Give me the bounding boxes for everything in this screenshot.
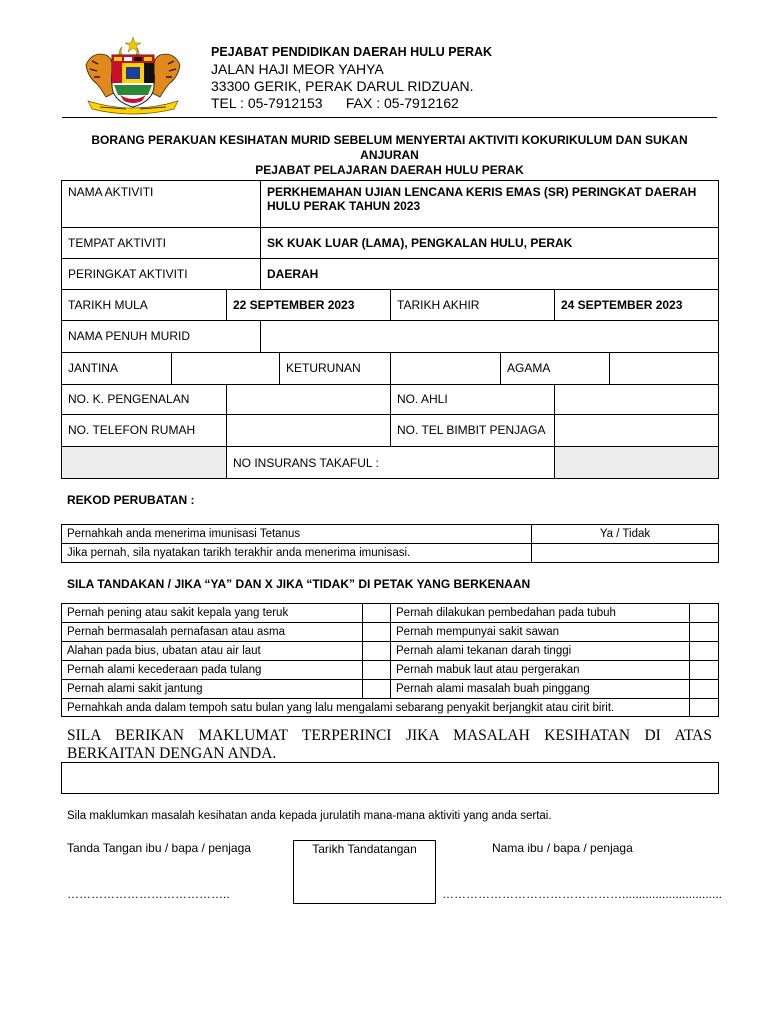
checklist-left-item: Alahan pada bius, ubatan atau air laut	[61, 641, 363, 661]
agama-field[interactable]	[609, 352, 719, 385]
checklist-title: SILA TANDAKAN / JIKA “YA” DAN X JIKA “TIDAK” DI PETAK YANG BERKENAAN	[67, 577, 531, 591]
rekod-perubatan-title: REKOD PERUBATAN :	[67, 493, 195, 507]
peringkat-aktiviti-label: PERINGKAT AKTIVITI	[61, 258, 261, 290]
ahli-field[interactable]	[554, 384, 719, 415]
health-details-field[interactable]	[61, 762, 719, 794]
checklist-left-item: Pernah bermasalah pernafasan atau asma	[61, 622, 363, 642]
kp-field[interactable]	[226, 384, 391, 415]
infectious-disease-question: Pernahkah anda dalam tempoh satu bulan yang lalu mengalami sebarang penyakit berjangkit atau cirit birit.	[61, 698, 690, 717]
nama-aktiviti-label: NAMA AKTIVITI	[61, 180, 261, 228]
agama-label: AGAMA	[500, 352, 610, 385]
insurans-field[interactable]	[226, 446, 555, 479]
checklist-right-item: Pernah dilakukan pembedahan pada tubuh	[390, 603, 690, 623]
checklist-right-checkbox[interactable]	[689, 622, 719, 642]
checklist-left-item: Pernah alami sakit jantung	[61, 679, 363, 699]
checklist-right-checkbox[interactable]	[689, 660, 719, 680]
guardian-name-label: Nama ibu / bapa / penjaga	[492, 841, 633, 855]
tel-rumah-label: NO. TELEFON RUMAH	[61, 414, 227, 447]
nama-aktiviti-value: PERKHEMAHAN UJIAN LENCANA KERIS EMAS (SR) PERINGKAT DAERAH HULU PERAK TAHUN 2023	[260, 180, 719, 228]
phone-fax-line: TEL : 05-7912153 FAX : 05-7912162	[211, 95, 459, 111]
checklist-left-checkbox[interactable]	[362, 660, 391, 680]
keturunan-label: KETURUNAN	[279, 352, 391, 385]
tel-bimbit-field[interactable]	[554, 414, 719, 447]
form-title	[62, 133, 717, 178]
checklist-right-checkbox[interactable]	[689, 679, 719, 699]
notice-text: Sila maklumkan masalah kesihatan anda kepada jurulatih mana-mana aktiviti yang anda sertai.	[67, 810, 552, 822]
tel-bimbit-label: NO. TEL BIMBIT PENJAGA	[390, 414, 555, 447]
tetanus-date-question: Jika pernah, sila nyatakan tarikh terakhir anda menerima imunisasi.	[61, 543, 532, 563]
checklist-left-checkbox[interactable]	[362, 679, 391, 699]
checklist-right-item: Pernah mabuk laut atau pergerakan	[390, 660, 690, 680]
checklist-right-item: Pernah alami tekanan darah tinggi	[390, 641, 690, 661]
jantina-field[interactable]	[171, 352, 280, 385]
tarikh-akhir-label: TARIKH AKHIR	[390, 289, 555, 321]
nama-murid-field[interactable]	[260, 320, 719, 353]
address-line-1: JALAN HAJI MEOR YAHYA	[211, 61, 384, 77]
form-title-line-1: BORANG PERAKUAN KESIHATAN MURID SEBELUM MENYERTAI AKTIVITI KOKURIKULUM DAN SUKAN ANJURAN	[91, 133, 688, 162]
address-line-2: 33300 GERIK, PERAK DARUL RIDZUAN.	[211, 78, 474, 94]
checklist-right-checkbox[interactable]	[689, 603, 719, 623]
checklist-right-checkbox[interactable]	[689, 641, 719, 661]
checklist-left-checkbox[interactable]	[362, 603, 391, 623]
checklist-right-item: Pernah alami masalah buah pinggang	[390, 679, 690, 699]
infectious-disease-checkbox[interactable]	[689, 698, 719, 717]
insurans-label: NO INSURANS TAKAFUL :	[233, 456, 379, 470]
shaded-cell-right	[554, 446, 719, 479]
tempat-aktiviti-label: TEMPAT AKTIVITI	[61, 227, 261, 259]
checklist-left-checkbox[interactable]	[362, 622, 391, 642]
ahli-label: NO. AHLI	[390, 384, 555, 415]
form-title-line-2: PEJABAT PELAJARAN DAERAH HULU PERAK	[255, 163, 524, 177]
details-heading-line-1: SILA BERIKAN MAKLUMAT TERPERINCI JIKA MASALAH KESIHATAN DI ATAS	[67, 727, 712, 744]
tel-rumah-field[interactable]	[226, 414, 391, 447]
nama-murid-label: NAMA PENUH MURID	[61, 320, 261, 353]
tetanus-question: Pernahkah anda menerima imunisasi Tetanus	[61, 524, 532, 544]
checklist-right-item: Pernah mempunyai sakit sawan	[390, 622, 690, 642]
tarikh-mula-value: 22 SEPTEMBER 2023	[226, 289, 391, 321]
signature-line[interactable]: …………………………………..	[67, 887, 230, 901]
signature-date-box[interactable]	[293, 840, 436, 904]
tetanus-date-field[interactable]	[531, 543, 719, 563]
keturunan-field[interactable]	[390, 352, 501, 385]
tarikh-akhir-value: 24 SEPTEMBER 2023	[554, 289, 719, 321]
jantina-label: JANTINA	[61, 352, 172, 385]
shaded-cell-left	[61, 446, 227, 479]
malaysia-crest-logo	[78, 35, 188, 115]
checklist-left-item: Pernah alami kecederaan pada tulang	[61, 660, 363, 680]
tempat-aktiviti-value: SK KUAK LUAR (LAMA), PENGKALAN HULU, PERAK	[260, 227, 719, 259]
header-divider	[62, 117, 717, 118]
header-address-block	[211, 44, 631, 112]
checklist-left-item: Pernah pening atau sakit kepala yang teruk	[61, 603, 363, 623]
checklist-left-checkbox[interactable]	[362, 641, 391, 661]
signature-label: Tanda Tangan ibu / bapa / penjaga	[67, 841, 251, 855]
details-heading-line-2: BERKAITAN DENGAN ANDA.	[67, 745, 277, 762]
signature-date-label: Tarikh Tandatangan	[312, 842, 417, 856]
tarikh-mula-label: TARIKH MULA	[61, 289, 227, 321]
tetanus-answer[interactable]: Ya / Tidak	[531, 524, 719, 544]
guardian-name-line[interactable]: ………………………………………..............................	[442, 887, 723, 901]
organization-name: PEJABAT PENDIDIKAN DAERAH HULU PERAK	[211, 45, 493, 59]
kp-label: NO. K. PENGENALAN	[61, 384, 227, 415]
peringkat-aktiviti-value: DAERAH	[260, 258, 719, 290]
